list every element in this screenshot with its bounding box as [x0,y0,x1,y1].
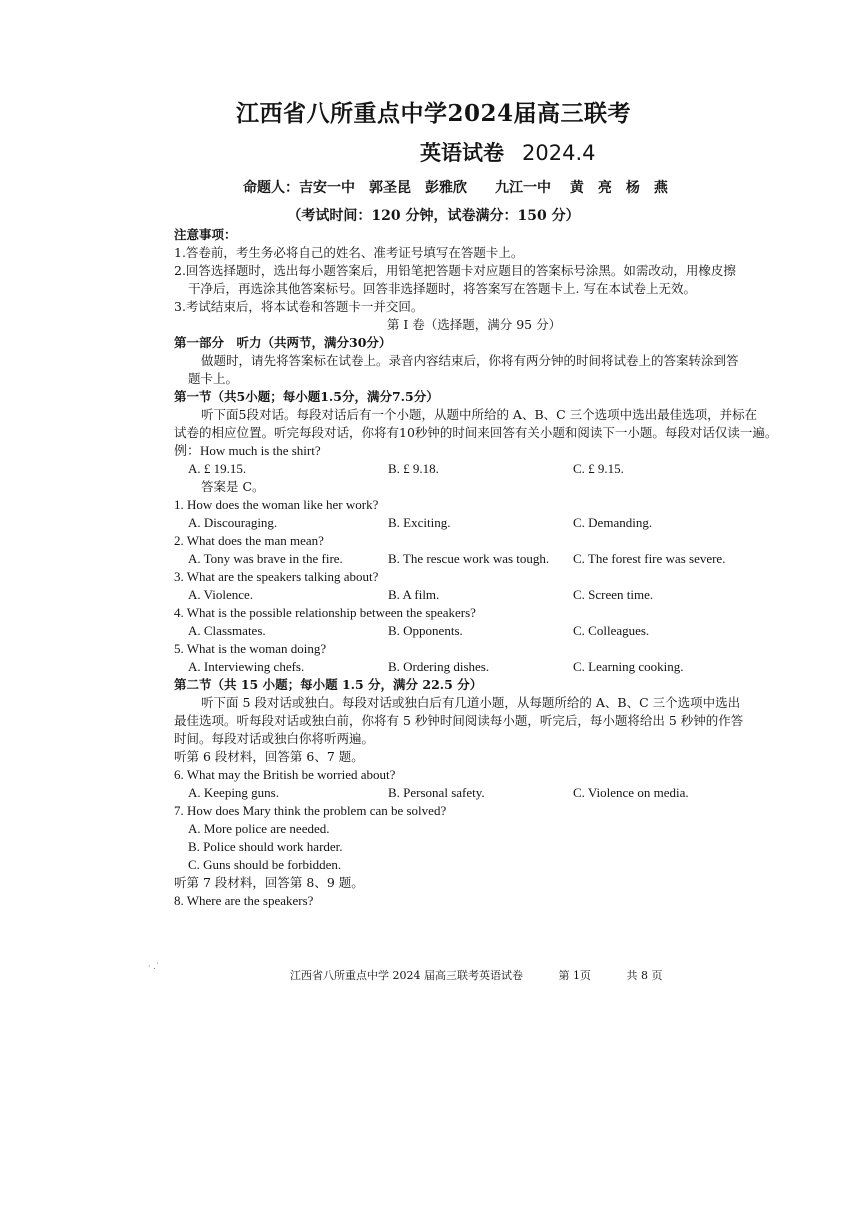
authors-line: 命题人：吉安一中 郭圣昆 彭雅欣 九江一中 黄 亮 杨 燕 [243,180,668,196]
section2-instruction-cont2: 时间。每段对话或独白你将听两遍。 [174,731,375,746]
option-b: B. Ordering dishes. [388,659,490,674]
question-8: 8. Where are the speakers? [174,893,314,908]
question-7-option-c: C. Guns should be forbidden. [188,857,342,872]
example-question: 例：How much is the shirt? [174,443,321,458]
subject-label: 英语试卷 [420,140,504,165]
option-a: A. Tony was brave in the fire. [188,551,343,566]
example-options [174,460,774,478]
exam-subject [420,137,595,167]
exam-title: 江西省八所重点中学2024届高三联考 [235,100,631,127]
question-3-options [174,586,774,604]
exam-year: 2024.4 [522,141,596,165]
option-c: C. Violence on media. [573,785,689,800]
option-c: C. Screen time. [573,587,654,602]
exam-time-info: （考试时间：120 分钟，试卷满分：150 分） [287,208,580,224]
question-5: 5. What is the woman doing? [174,641,327,656]
option-c: C. Colleagues. [573,623,650,638]
section1-heading: 第一节（共5小题；每小题1.5分，满分7.5分） [174,389,439,404]
question-2: 2. What does the man mean? [174,533,324,548]
example-option-c: C. £ 9.15. [573,461,624,476]
footer-page-number: 第 1页 [558,969,591,982]
option-b: B. A film. [388,587,440,602]
section1-instruction: 听下面5段对话。每段对话后有一个小题，从题中所给的 A、B、C 三个选项中选出最佳选项，并标在 [201,407,758,422]
notes-heading: 注意事项： [174,227,237,242]
material-7-note: 听第 7 段材料，回答第 8、9 题。 [174,875,364,890]
footer-page-total: 共 8 页 [626,969,663,982]
option-c: C. Demanding. [573,515,653,530]
part1-heading: 第一部分 听力（共两节，满分30分） [174,335,392,350]
question-4-options [174,622,774,640]
question-7-option-a: A. More police are needed. [188,821,330,836]
page-footer [290,967,695,983]
option-a: A. Discouraging. [188,515,278,530]
exam-content [174,226,778,910]
option-b: B. The rescue work was tough. [388,551,550,566]
example-option-a: A. £ 19.15. [188,461,247,476]
option-b: B. Personal safety. [388,785,485,800]
option-b: B. Exciting. [388,515,451,530]
volume-heading: 第 I 卷（选择题，满分 95 分） [386,317,562,332]
question-4: 4. What is the possible relationship between the speakers? [174,605,476,620]
section2-instruction: 听下面 5 段对话或独白。每段对话或独白后有几道小题，从每题所给的 A、B、C 三个选项中选出 [201,695,741,710]
note-item-1: 1.答卷前，考生务必将自己的姓名、准考证号填写在答题卡上。 [174,245,524,260]
option-a: A. Keeping guns. [188,785,279,800]
question-6: 6. What may the British be worried about? [174,767,396,782]
question-7: 7. How does Mary think the problem can be solved? [174,803,447,818]
part1-instruction-cont: 题卡上。 [188,371,239,386]
section2-instruction-cont: 最佳选项。听每段对话或独白前，你将有 5 秒钟时间阅读每小题，听完后，每小题将给出 5 秒钟的作答 [174,713,744,728]
example-option-b: B. £ 9.18. [388,461,439,476]
question-1-options [174,514,774,532]
section1-instruction-cont: 试卷的相应位置。听完每段对话，你将有10秒钟的时间来回答有关小题和阅读下一小题。每段对话仅读一遍。 [174,425,778,440]
option-a: A. Violence. [188,587,254,602]
question-7-option-b: B. Police should work harder. [188,839,343,854]
option-c: C. The forest fire was severe. [573,551,726,566]
option-a: A. Interviewing chefs. [188,659,305,674]
option-c: C. Learning cooking. [573,659,684,674]
question-5-options [174,658,774,676]
section2-heading: 第二节（共 15 小题；每小题 1.5 分，满分 22.5 分） [174,677,483,692]
question-6-options [174,784,774,802]
question-2-options [174,550,774,568]
scan-specks: · .˙ [148,962,160,971]
example-answer: 答案是 C。 [201,479,265,494]
option-a: A. Classmates. [188,623,266,638]
question-1: 1. How does the woman like her work? [174,497,379,512]
material-6-note: 听第 6 段材料，回答第 6、7 题。 [174,749,364,764]
part1-instruction: 做题时，请先将答案标在试卷上。录音内容结束后，你将有两分钟的时间将试卷上的答案转涂到答 [201,353,739,368]
option-b: B. Opponents. [388,623,463,638]
footer-exam-name: 江西省八所重点中学 2024 届高三联考英语试卷 [290,969,523,982]
question-3: 3. What are the speakers talking about? [174,569,379,584]
note-item-3: 3.考试结束后，将本试卷和答题卡一并交回。 [174,299,424,314]
note-item-2-cont: 干净后，再选涂其他答案标号。回答非选择题时，将答案写在答题卡上. 写在本试卷上无效。 [188,281,696,296]
note-item-2: 2.回答选择题时，选出每小题答案后，用铅笔把答题卡对应题目的答案标号涂黑。如需改动，用橡皮擦 [174,263,736,278]
